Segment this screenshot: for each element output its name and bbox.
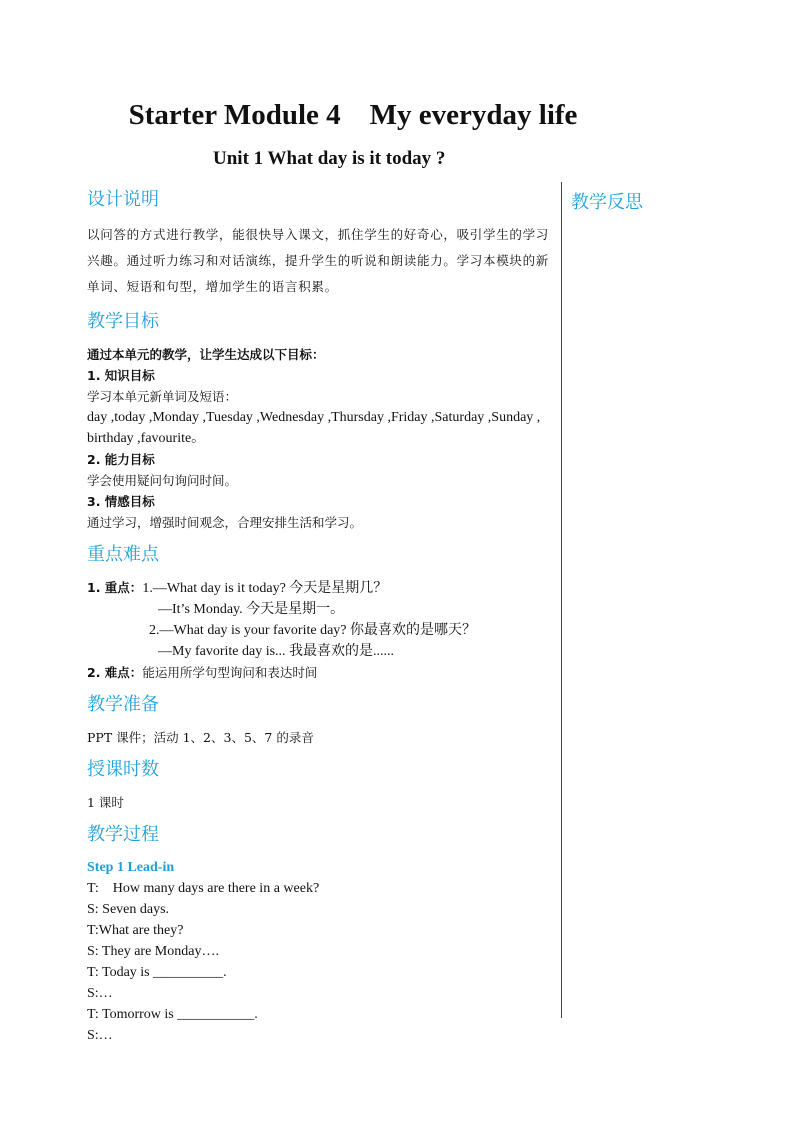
ability-line: 学会使用疑问句询问时间。 [87,473,238,488]
vocabulary-line-2: birthday ,favourite。 [87,431,206,446]
unit-subtitle: Unit 1 What day is it today ? [213,148,446,169]
hours-heading: 授课时数 [87,759,159,780]
key-point-text: 1.—What day is it today? 今天是星期几？ [142,581,388,596]
objectives-heading: 教学目标 [87,311,159,332]
difficulty-label: 2. 难点： [87,665,143,680]
key-point-line [87,577,557,599]
ability-title: 2. 能力目标 [87,452,155,467]
reflection-heading: 教学反思 [571,192,643,213]
dialogue-line: S:… [87,1028,113,1043]
dialogue-line: T: Tomorrow is ___________. [87,1007,258,1022]
dialogue-line: S: Seven days. [87,902,170,917]
hours-text: 1 课时 [87,795,124,810]
step-heading: Step 1 Lead-in [87,860,175,875]
dialogue-line: T: Today is __________. [87,965,227,980]
design-heading: 设计说明 [87,189,159,210]
difficulty-text: 能运用所学句型询问和表达时间 [142,665,318,680]
key-point-line: —It’s Monday. 今天是星期一。 [158,602,345,617]
objectives-intro: 通过本单元的教学，让学生达成以下目标： [87,347,325,362]
key-point-label: 1. 重点： [87,580,143,595]
dialogue-line: T: How many days are there in a week? [87,881,320,896]
key-point-line: —My favorite day is... 我最喜欢的是...... [158,644,395,659]
difficulty-line [87,662,557,683]
lesson-plan-body [87,188,557,1046]
process-heading: 教学过程 [87,824,159,845]
dialogue-line: S: They are Monday…. [87,944,219,959]
knowledge-line: 学习本单元新单词及短语： [87,389,238,404]
preparation-heading: 教学准备 [87,694,159,715]
preparation-text: PPT 课件；活动 1、2、3、5、7 的录音 [87,730,314,745]
column-divider [561,182,562,1018]
design-text: 以问答的方式进行教学，能很快导入课文，抓住学生的好奇心，吸引学生的学习兴趣。通过听力练习和对话演练，提升学生的听说和朗读能力。学习本模块的新单词、短语和句型，增加学生的语言积累。 [87,227,550,294]
vocabulary-line: day ,today ,Monday ,Tuesday ,Wednesday ,Thursday ,Friday ,Saturday ,Sunday , [87,410,541,425]
dialogue-line: T:What are they? [87,923,184,938]
emotion-title: 3. 情感目标 [87,494,155,509]
emotion-line: 通过学习，增强时间观念，合理安排生活和学习。 [87,515,363,530]
document-title: Starter Module 4 My everyday life [128,99,578,131]
key-points-heading: 重点难点 [87,544,159,565]
knowledge-title: 1. 知识目标 [87,368,155,383]
key-point-line: 2.—What day is your favorite day? 你最喜欢的是哪天？ [149,623,476,638]
dialogue-line: S:… [87,986,113,1001]
